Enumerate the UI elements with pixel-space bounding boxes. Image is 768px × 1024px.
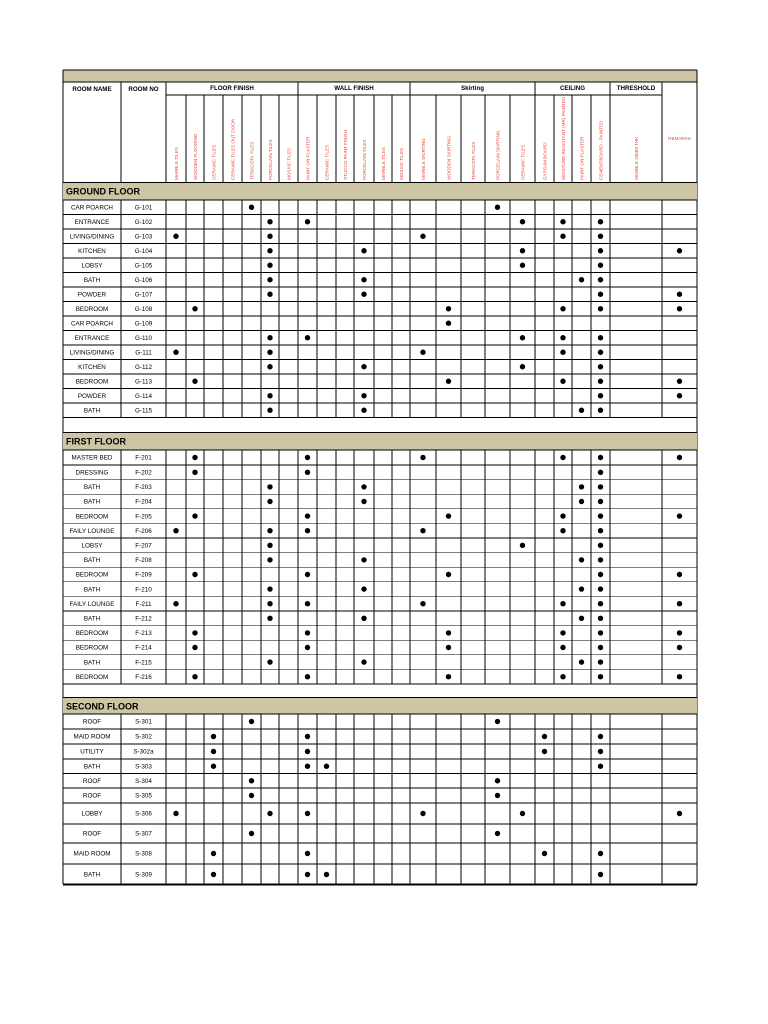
finish-mark: [267, 528, 272, 533]
finish-mark: [211, 749, 216, 754]
finish-mark: [446, 674, 451, 679]
finish-mark: [446, 572, 451, 577]
room-name: LOBSY: [81, 542, 103, 550]
finish-mark: [211, 734, 216, 739]
room-number: S-309: [135, 871, 152, 879]
finish-mark: [211, 764, 216, 769]
finish-mark: [267, 277, 272, 282]
finish-mark: [598, 408, 603, 413]
room-name: KITCHEN: [78, 363, 106, 371]
finish-mark: [598, 379, 603, 384]
subheader-teracota-tiles: TERACOTA TILES: [470, 141, 476, 180]
finish-mark: [249, 719, 254, 724]
room-name: BEDROOM: [75, 378, 109, 386]
room-name: CAR POARCH: [71, 204, 113, 212]
finish-mark: [305, 851, 310, 856]
finish-mark: [267, 234, 272, 239]
subheader-ceramic-tiles: CERAMIC TILES: [520, 144, 526, 180]
finish-mark: [267, 811, 272, 816]
finish-mark: [361, 557, 366, 562]
finish-mark: [598, 470, 603, 475]
section-title-second-floor: SECOND FLOOR: [66, 701, 139, 712]
subheader-marble-skirting: MARBLE SKIRTING: [420, 138, 426, 180]
subheader-ceramic-tiles: CERAMIC TILES: [211, 144, 217, 180]
finish-mark: [560, 601, 565, 606]
finish-mark: [305, 528, 310, 533]
finish-mark: [598, 292, 603, 297]
room-name: MAID ROOM: [73, 733, 111, 741]
finish-mark: [677, 306, 682, 311]
room-number: G-115: [134, 407, 153, 415]
finish-mark: [560, 528, 565, 533]
room-name: ENTRANCE: [74, 334, 110, 342]
finish-mark: [361, 248, 366, 253]
finish-mark: [542, 851, 547, 856]
room-number: F-210: [135, 586, 152, 594]
finish-mark: [677, 513, 682, 518]
finish-mark: [267, 557, 272, 562]
finish-mark: [305, 630, 310, 635]
finish-mark: [560, 630, 565, 635]
subheader-moisture-resistant-mr-painted: MOISTURE RESISTANT (MR) PAINTED: [560, 96, 566, 180]
room-number: G-114: [134, 392, 153, 400]
finish-mark: [579, 484, 584, 489]
finish-mark: [192, 470, 197, 475]
room-number: S-302: [135, 733, 152, 741]
room-number: G-111: [135, 349, 152, 357]
room-number: G-101: [134, 204, 153, 212]
finish-mark: [677, 674, 682, 679]
room-number: G-109: [134, 320, 153, 328]
section-band: [63, 433, 697, 451]
finish-mark: [361, 292, 366, 297]
finish-mark: [361, 393, 366, 398]
group-header-floor-finish: FLOOR FINISH: [210, 85, 254, 92]
finish-mark: [677, 645, 682, 650]
finish-mark: [579, 616, 584, 621]
finish-mark: [249, 778, 254, 783]
finish-mark: [520, 364, 525, 369]
finish-mark: [677, 630, 682, 635]
finish-mark: [173, 234, 178, 239]
room-name: BATH: [83, 659, 101, 667]
finish-mark: [420, 811, 425, 816]
finish-mark: [677, 572, 682, 577]
finish-mark: [192, 306, 197, 311]
room-number: F-211: [135, 600, 152, 608]
room-name: CAR POARCH: [71, 320, 113, 328]
finish-mark: [446, 379, 451, 384]
finish-mark: [267, 616, 272, 621]
room-number: F-201: [135, 454, 152, 462]
room-name: ROOF: [82, 792, 102, 800]
finish-mark: [495, 205, 500, 210]
room-name: MAID ROOM: [73, 850, 111, 858]
finish-mark: [598, 306, 603, 311]
room-number: F-207: [135, 542, 152, 550]
section-band: [63, 183, 697, 201]
finish-mark: [420, 455, 425, 460]
finish-mark: [677, 379, 682, 384]
finish-mark: [192, 645, 197, 650]
finish-mark: [598, 513, 603, 518]
finish-mark: [324, 764, 329, 769]
finish-mark: [598, 659, 603, 664]
room-number: G-107: [134, 291, 153, 299]
room-name: BEDROOM: [75, 513, 109, 521]
finish-mark: [598, 543, 603, 548]
room-name: BEDROOM: [75, 673, 109, 681]
finish-mark: [267, 335, 272, 340]
room-name: BATH: [83, 557, 101, 565]
finish-mark: [211, 872, 216, 877]
finish-mark: [677, 393, 682, 398]
room-name: LOBSY: [81, 262, 103, 270]
subheader-gypsum-board: GYPSUM BOARD: [542, 142, 548, 180]
room-number: F-215: [135, 659, 152, 667]
remarks-header: REMARKS: [668, 136, 691, 141]
finish-mark: [361, 499, 366, 504]
room-name: ENTRANCE: [74, 218, 110, 226]
finish-mark: [677, 292, 682, 297]
finish-mark: [598, 234, 603, 239]
room-name: ROOF: [82, 718, 102, 726]
finish-mark: [305, 455, 310, 460]
finish-mark: [192, 513, 197, 518]
finish-mark: [598, 851, 603, 856]
finish-mark: [305, 645, 310, 650]
finish-mark: [267, 248, 272, 253]
finish-mark: [446, 513, 451, 518]
finish-mark: [420, 234, 425, 239]
finish-mark: [267, 659, 272, 664]
finish-mark: [677, 455, 682, 460]
section-title-first-floor: FIRST FLOOR: [66, 436, 126, 447]
room-number: F-204: [135, 498, 152, 506]
finish-mark: [579, 408, 584, 413]
room-name: MASTER BED: [71, 454, 113, 462]
room-number: F-209: [135, 571, 152, 579]
room-number: S-304: [135, 777, 152, 785]
room-number: F-214: [135, 644, 152, 652]
finish-mark: [598, 263, 603, 268]
finish-mark: [420, 528, 425, 533]
subheader-wooden-skirting: WOODEN SKIRTING: [446, 135, 452, 180]
room-name: ROOF: [82, 830, 102, 838]
finish-mark: [361, 364, 366, 369]
finish-mark: [361, 659, 366, 664]
room-number: G-113: [134, 378, 153, 386]
finish-mark: [267, 219, 272, 224]
title-band: [63, 70, 697, 82]
subheader-mosaic-tiles: MOSAIC TILES: [398, 147, 404, 180]
subheader-teracota-tiles: TERACOTA TILES: [249, 141, 255, 180]
finish-mark: [560, 234, 565, 239]
finish-mark: [598, 734, 603, 739]
room-name: BATH: [83, 276, 101, 284]
finish-mark: [579, 277, 584, 282]
finish-mark: [598, 364, 603, 369]
subheader-wooden-flooring: WOODEN FLOORING: [192, 133, 198, 180]
room-name: BATH: [83, 615, 101, 623]
finish-mark: [361, 408, 366, 413]
finish-mark: [598, 277, 603, 282]
room-name: BEDROOM: [75, 305, 109, 313]
finish-mark: [598, 872, 603, 877]
finish-mark: [361, 586, 366, 591]
room-name: FAILY LOUNGE: [69, 600, 115, 608]
room-number: F-206: [135, 527, 152, 535]
finish-mark: [579, 499, 584, 504]
finish-mark: [305, 219, 310, 224]
section-band: [63, 698, 697, 715]
finish-mark: [446, 645, 451, 650]
finish-mark: [560, 513, 565, 518]
finish-mark: [446, 321, 451, 326]
room-no-header: ROOM NO: [128, 86, 159, 93]
finish-mark: [267, 364, 272, 369]
finish-mark: [598, 674, 603, 679]
finish-mark: [361, 616, 366, 621]
finish-mark: [520, 248, 525, 253]
group-header-wall-finish: WALL FINISH: [334, 85, 374, 92]
room-number: S-305: [135, 792, 152, 800]
finish-mark: [267, 263, 272, 268]
finish-mark: [305, 470, 310, 475]
subheader-marble-tiles: MARBLE TILES: [380, 147, 386, 180]
finish-mark: [598, 335, 603, 340]
finish-mark: [192, 379, 197, 384]
finish-mark: [560, 674, 565, 679]
room-name: KITCHEN: [78, 247, 106, 255]
finish-mark: [446, 630, 451, 635]
room-number: S-303: [135, 763, 152, 771]
finish-mark: [598, 557, 603, 562]
finish-mark: [267, 601, 272, 606]
room-name: BATH: [83, 871, 101, 879]
room-number: F-208: [135, 557, 152, 565]
room-number: G-105: [134, 262, 153, 270]
group-header-ceiling: CEILING: [559, 85, 586, 92]
room-number: F-203: [135, 484, 152, 492]
finish-mark: [560, 379, 565, 384]
finish-mark: [305, 749, 310, 754]
room-number: S-308: [135, 850, 152, 858]
finish-mark: [173, 811, 178, 816]
finish-mark: [267, 586, 272, 591]
room-name: POWDER: [77, 392, 107, 400]
finish-mark: [542, 749, 547, 754]
subheader-mosaic-tiles: MOSAIC TILES: [286, 147, 292, 180]
finish-mark: [598, 764, 603, 769]
room-name: POWDER: [77, 291, 107, 299]
finish-mark: [520, 543, 525, 548]
room-name: LOBBY: [81, 810, 103, 818]
room-number: F-202: [135, 469, 152, 477]
finish-mark: [677, 811, 682, 816]
finish-mark: [173, 350, 178, 355]
finish-mark: [598, 645, 603, 650]
finish-mark: [305, 734, 310, 739]
subheader-ceramic-tiles: CERAMIC TILES: [324, 144, 330, 180]
room-name: BEDROOM: [75, 571, 109, 579]
finish-mark: [495, 778, 500, 783]
finish-mark: [598, 219, 603, 224]
room-number: G-108: [134, 305, 153, 313]
finish-mark: [495, 831, 500, 836]
subheader-stucco-paint-finish: STUCCO PAINT FINISH: [342, 129, 348, 180]
subheader-paint-on-plaster: PAINT ON PLASTER: [579, 136, 585, 180]
finish-mark: [211, 851, 216, 856]
finish-mark: [192, 455, 197, 460]
group-header-skirting: Skirting: [460, 85, 485, 92]
finish-mark: [420, 601, 425, 606]
finish-mark: [598, 601, 603, 606]
finish-mark: [677, 601, 682, 606]
finish-mark: [192, 572, 197, 577]
room-name: BATH: [83, 763, 101, 771]
finish-mark: [598, 499, 603, 504]
finish-mark: [173, 528, 178, 533]
room-number: F-216: [135, 673, 152, 681]
finish-mark: [677, 248, 682, 253]
finish-mark: [192, 674, 197, 679]
room-name: BATH: [83, 484, 101, 492]
finish-mark: [249, 205, 254, 210]
room-number: F-205: [135, 513, 152, 521]
finish-mark: [520, 219, 525, 224]
room-number: S-302a: [133, 748, 154, 756]
finish-mark: [361, 277, 366, 282]
room-number: G-112: [134, 363, 153, 371]
finish-mark: [324, 872, 329, 877]
finish-mark: [579, 557, 584, 562]
room-number: G-102: [134, 218, 153, 226]
finish-mark: [560, 645, 565, 650]
finish-mark: [267, 393, 272, 398]
finish-mark: [267, 499, 272, 504]
room-name: BATH: [83, 407, 101, 415]
room-number: G-103: [134, 233, 153, 241]
room-number: F-213: [135, 630, 152, 638]
room-number: S-301: [135, 718, 152, 726]
subheader-ceramic-tiles-out-door: CERAMIC TILES OUT DOOR: [230, 118, 236, 180]
finish-mark: [305, 872, 310, 877]
subheader-marble-tiles: MARBLE TILES: [173, 147, 179, 180]
finish-mark: [598, 630, 603, 635]
finish-mark: [520, 335, 525, 340]
finish-mark: [305, 674, 310, 679]
finish-mark: [560, 350, 565, 355]
finish-mark: [361, 484, 366, 489]
room-name: LIVING/DINING: [69, 233, 115, 241]
finish-mark: [173, 601, 178, 606]
finish-mark: [305, 764, 310, 769]
room-name: UTILITY: [80, 748, 104, 756]
subheader-porcelain-skirting: PORCELAIN SKIRTING: [495, 130, 501, 180]
finish-mark: [520, 263, 525, 268]
finish-mark: [542, 734, 547, 739]
finish-mark: [598, 455, 603, 460]
finish-mark: [598, 248, 603, 253]
finish-mark: [579, 586, 584, 591]
room-number: G-104: [134, 247, 153, 255]
room-name: FAILY LOUNGE: [69, 527, 115, 535]
finish-mark: [249, 831, 254, 836]
finish-mark: [598, 484, 603, 489]
subheader-porcelain-tiles: PORCELAIN TILES: [361, 139, 367, 180]
finish-mark: [267, 484, 272, 489]
room-name: BEDROOM: [75, 630, 109, 638]
finish-mark: [598, 528, 603, 533]
finish-mark: [520, 811, 525, 816]
room-name: ROOF: [82, 777, 102, 785]
room-number: S-306: [135, 810, 152, 818]
finish-mark: [305, 572, 310, 577]
room-number: S-307: [135, 830, 152, 838]
subheader-marble-20mm-thk-: MARBLE 20MM THK.: [633, 135, 639, 180]
finish-mark: [560, 335, 565, 340]
finish-mark: [598, 350, 603, 355]
finish-mark: [305, 601, 310, 606]
finish-mark: [420, 350, 425, 355]
finish-mark: [598, 586, 603, 591]
finish-mark: [305, 335, 310, 340]
finish-mark: [192, 630, 197, 635]
finish-mark: [598, 616, 603, 621]
finish-mark: [495, 719, 500, 724]
finish-mark: [560, 455, 565, 460]
group-header-threshold: THRESHOLD: [616, 85, 656, 92]
finish-mark: [267, 543, 272, 548]
subheader-porcelain-tiles: PORCELAIN TILES: [267, 139, 273, 180]
finish-mark: [305, 513, 310, 518]
room-name: DRESSING: [75, 469, 109, 477]
finish-mark: [267, 408, 272, 413]
finish-mark: [495, 793, 500, 798]
finish-mark: [579, 659, 584, 664]
section-title-ground-floor: GROUND FLOOR: [66, 186, 140, 197]
room-name: BATH: [83, 586, 101, 594]
finish-mark: [267, 350, 272, 355]
room-number: G-110: [134, 334, 153, 342]
room-name-header: ROOM NAME: [72, 86, 112, 93]
finish-mark: [598, 393, 603, 398]
room-number: G-106: [134, 276, 153, 284]
subheader-paint-on-plaster: PAINT ON PLASTER: [305, 136, 311, 180]
finish-mark: [267, 292, 272, 297]
finish-mark: [598, 749, 603, 754]
finish-mark: [305, 811, 310, 816]
finish-mark: [446, 306, 451, 311]
room-name: LIVING/DINING: [69, 349, 115, 357]
room-name: BEDROOM: [75, 644, 109, 652]
finish-mark: [560, 306, 565, 311]
finish-mark: [249, 793, 254, 798]
room-name: BATH: [83, 498, 101, 506]
room-number: F-212: [135, 615, 152, 623]
subheader-cementboard-painted: CEMENTBOARD - PAINTED: [598, 120, 604, 180]
finish-mark: [560, 219, 565, 224]
finish-mark: [598, 572, 603, 577]
